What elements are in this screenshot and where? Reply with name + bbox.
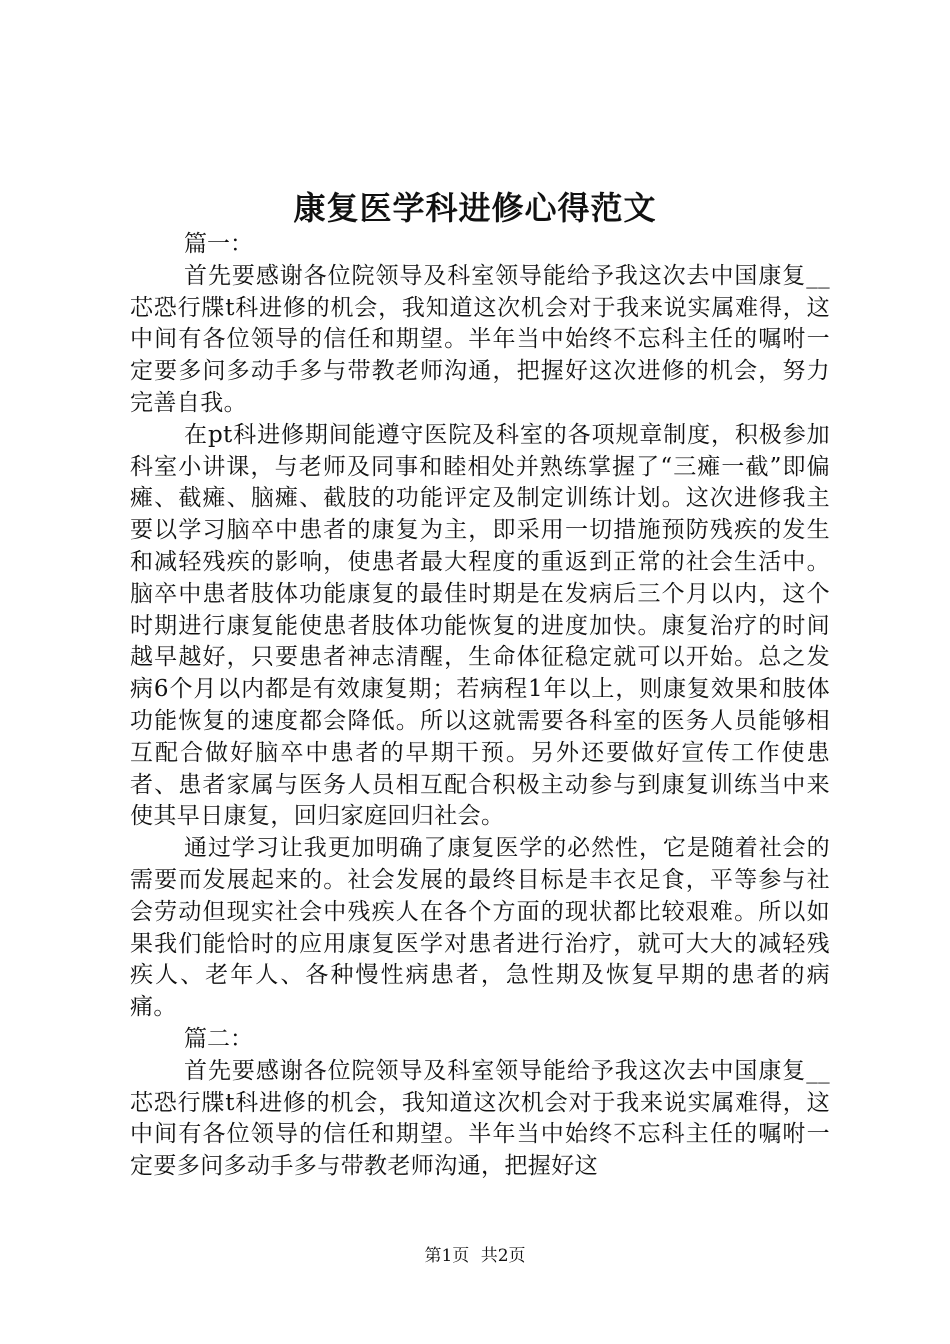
page-total: 共2页 (480, 1246, 526, 1266)
paragraph: 在pt科进修期间能遵守医院及科室的各项规章制度，积极参加科室小讲课，与老师及同事和睦相处并熟练掌握了“三瘫一截”即偏瘫、截瘫、脑瘫、截肢的功能评定及制定训练计划。这次进修我主要以学习脑卒中患者的康复为主，即采用一切措施预防残疾的发生和减轻残疾的影响，使患者最大程度的重返到正常的社会生活中。脑卒中患者肢体功能康复的最佳时期是在发病后三个月以内，这个时期进行康复能使患者肢体功能恢复的进度加快。康复治疗的时间越早越好，只要患者神志清醒，生命体征稳定就可以开始。总之发病6个月以内都是有效康复期；若病程1年以上，则康复效果和肢体功能恢复的速度都会降低。所以这就需要各科室的医务人员能够相互配合做好脑卒中患者的早期干预。另外还要做好宣传工作使患者、患者家属与医务人员相互配合积极主动参与到康复训练当中来使其早日康复，回归家庭回归社会。 (130, 421, 830, 830)
page-number: 第1页 (424, 1246, 470, 1266)
paragraph: 通过学习让我更加明确了康复医学的必然性，它是随着社会的需要而发展起来的。社会发展的最终目标是丰衣足食，平等参与社会劳动但现实社会中残疾人在各个方面的现状都比较艰难。所以如果我们能恰时的应用康复医学对患者进行治疗，就可大大的减轻残疾人、老年人、各种慢性病患者，急性期及恢复早期的患者的病痛。 (130, 835, 830, 1021)
page-footer (0, 1244, 950, 1268)
paragraph: 首先要感谢各位院领导及科室领导能给予我这次去中国康复__芯恐行牒t科进修的机会，我知道这次机会对于我来说实属难得，这中间有各位领导的信任和期望。半年当中始终不忘科主任的嘱咐一定要多问多动手多与带教老师沟通，把握好这次进修的机会，努力完善自我。 (130, 262, 830, 416)
section-label-1: 篇一： (184, 231, 253, 257)
section-label-2: 篇二： (184, 1025, 253, 1052)
document-body (130, 229, 830, 1183)
document-title: 康复医学科进修心得范文 (293, 189, 657, 227)
paragraph: 首先要感谢各位院领导及科室领导能给予我这次去中国康复__芯恐行牒t科进修的机会，我知道这次机会对于我来说实属难得，这中间有各位领导的信任和期望。半年当中始终不忘科主任的嘱咐一定要多问多动手多与带教老师沟通，把握好这 (130, 1057, 830, 1180)
